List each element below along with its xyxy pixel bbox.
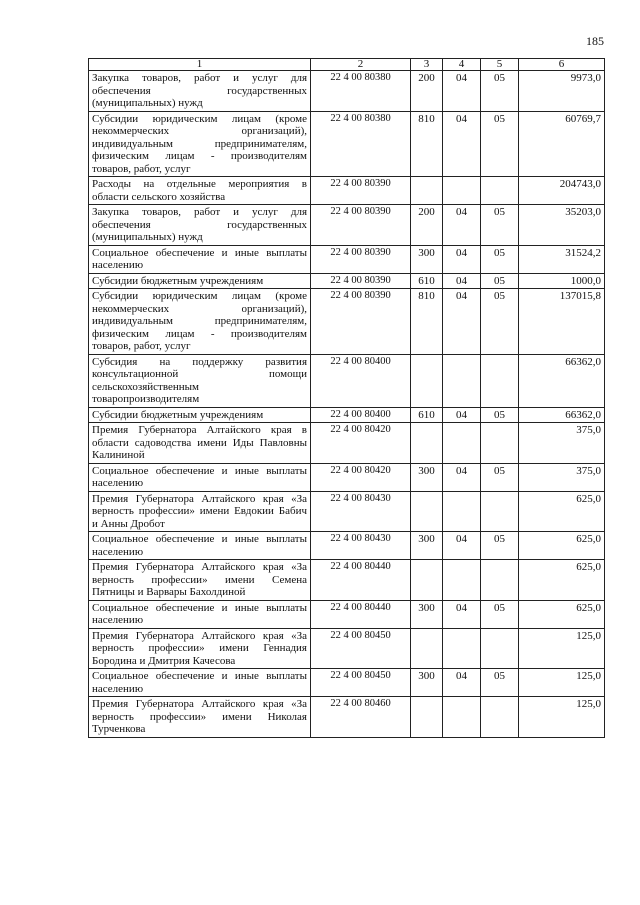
row-name: Премия Губернатора Алтайского края «За верность профессии» имени Николая Турченкова xyxy=(89,697,311,738)
expense-type: 300 xyxy=(411,463,443,491)
amount: 31524,2 xyxy=(519,245,605,273)
row-name: Социальное обеспечение и иные выплаты населению xyxy=(89,669,311,697)
expense-type: 300 xyxy=(411,245,443,273)
column-header: 4 xyxy=(443,59,481,71)
expense-type: 810 xyxy=(411,111,443,177)
subsection-code xyxy=(481,697,519,738)
row-name: Премия Губернатора Алтайского края в области садоводства имени Иды Павловны Калининой xyxy=(89,423,311,464)
subsection-code xyxy=(481,423,519,464)
expense-type: 300 xyxy=(411,532,443,560)
expense-type: 300 xyxy=(411,600,443,628)
budget-table xyxy=(88,58,605,738)
subsection-code: 05 xyxy=(481,532,519,560)
row-name: Социальное обеспечение и иные выплаты населению xyxy=(89,463,311,491)
table-row xyxy=(89,205,605,246)
target-code: 22 4 00 80380 xyxy=(311,71,411,112)
target-code: 22 4 00 80390 xyxy=(311,289,411,355)
expense-type: 200 xyxy=(411,71,443,112)
target-code: 22 4 00 80380 xyxy=(311,111,411,177)
amount: 125,0 xyxy=(519,697,605,738)
expense-type: 610 xyxy=(411,273,443,289)
target-code: 22 4 00 80400 xyxy=(311,354,411,407)
subsection-code xyxy=(481,560,519,601)
expense-type xyxy=(411,697,443,738)
section-code xyxy=(443,560,481,601)
target-code: 22 4 00 80420 xyxy=(311,463,411,491)
table-row xyxy=(89,289,605,355)
expense-type: 300 xyxy=(411,669,443,697)
section-code: 04 xyxy=(443,245,481,273)
table-row xyxy=(89,273,605,289)
subsection-code: 05 xyxy=(481,205,519,246)
expense-type xyxy=(411,354,443,407)
target-code: 22 4 00 80390 xyxy=(311,273,411,289)
table-row xyxy=(89,532,605,560)
table-row xyxy=(89,600,605,628)
subsection-code: 05 xyxy=(481,669,519,697)
section-code: 04 xyxy=(443,205,481,246)
row-name: Социальное обеспечение и иные выплаты населению xyxy=(89,600,311,628)
expense-type xyxy=(411,491,443,532)
page-number: 185 xyxy=(586,34,604,48)
target-code: 22 4 00 80450 xyxy=(311,669,411,697)
target-code: 22 4 00 80390 xyxy=(311,205,411,246)
amount: 125,0 xyxy=(519,628,605,669)
section-code xyxy=(443,697,481,738)
row-name: Субсидии бюджетным учреждениям xyxy=(89,407,311,423)
amount: 375,0 xyxy=(519,463,605,491)
table-row xyxy=(89,407,605,423)
subsection-code: 05 xyxy=(481,273,519,289)
expense-type: 610 xyxy=(411,407,443,423)
section-code: 04 xyxy=(443,273,481,289)
header-row xyxy=(89,59,605,71)
row-name: Субсидия на поддержку развития консультационной помощи сельскохозяйственным товаропроизводителям xyxy=(89,354,311,407)
section-code: 04 xyxy=(443,407,481,423)
table-row xyxy=(89,245,605,273)
subsection-code: 05 xyxy=(481,407,519,423)
amount: 35203,0 xyxy=(519,205,605,246)
target-code: 22 4 00 80460 xyxy=(311,697,411,738)
section-code: 04 xyxy=(443,71,481,112)
subsection-code xyxy=(481,177,519,205)
target-code: 22 4 00 80390 xyxy=(311,177,411,205)
column-header: 5 xyxy=(481,59,519,71)
amount: 125,0 xyxy=(519,669,605,697)
row-name: Премия Губернатора Алтайского края «За верность профессии» имени Семена Пятницы и Варвары Бахолдиной xyxy=(89,560,311,601)
row-name: Социальное обеспечение и иные выплаты населению xyxy=(89,245,311,273)
expense-type xyxy=(411,628,443,669)
amount: 137015,8 xyxy=(519,289,605,355)
row-name: Субсидии юридическим лицам (кроме некоммерческих организаций), индивидуальным предпринимателям, физическим лицам - производителям товаров, работ, услуг xyxy=(89,289,311,355)
section-code: 04 xyxy=(443,289,481,355)
amount: 625,0 xyxy=(519,532,605,560)
target-code: 22 4 00 80390 xyxy=(311,245,411,273)
table-row xyxy=(89,463,605,491)
amount: 66362,0 xyxy=(519,407,605,423)
section-code: 04 xyxy=(443,600,481,628)
table-row xyxy=(89,423,605,464)
subsection-code: 05 xyxy=(481,600,519,628)
column-header: 3 xyxy=(411,59,443,71)
row-name: Субсидии бюджетным учреждениям xyxy=(89,273,311,289)
column-header: 2 xyxy=(311,59,411,71)
table-row xyxy=(89,628,605,669)
table-row xyxy=(89,697,605,738)
amount: 9973,0 xyxy=(519,71,605,112)
table-row xyxy=(89,560,605,601)
row-name: Закупка товаров, работ и услуг для обеспечения государственных (муниципальных) нужд xyxy=(89,71,311,112)
section-code: 04 xyxy=(443,111,481,177)
amount: 66362,0 xyxy=(519,354,605,407)
target-code: 22 4 00 80430 xyxy=(311,491,411,532)
target-code: 22 4 00 80430 xyxy=(311,532,411,560)
table-row xyxy=(89,491,605,532)
section-code xyxy=(443,628,481,669)
target-code: 22 4 00 80440 xyxy=(311,560,411,601)
subsection-code: 05 xyxy=(481,245,519,273)
section-code: 04 xyxy=(443,669,481,697)
subsection-code xyxy=(481,491,519,532)
expense-type xyxy=(411,177,443,205)
table-row xyxy=(89,177,605,205)
expense-type xyxy=(411,560,443,601)
target-code: 22 4 00 80400 xyxy=(311,407,411,423)
subsection-code: 05 xyxy=(481,111,519,177)
section-code: 04 xyxy=(443,463,481,491)
table-row xyxy=(89,354,605,407)
target-code: 22 4 00 80420 xyxy=(311,423,411,464)
expense-type xyxy=(411,423,443,464)
amount: 625,0 xyxy=(519,491,605,532)
amount: 375,0 xyxy=(519,423,605,464)
row-name: Субсидии юридическим лицам (кроме некоммерческих организаций), индивидуальным предпринимателям, физическим лицам - производителям товаров, работ, услуг xyxy=(89,111,311,177)
section-code xyxy=(443,177,481,205)
amount: 60769,7 xyxy=(519,111,605,177)
amount: 625,0 xyxy=(519,560,605,601)
section-code: 04 xyxy=(443,532,481,560)
column-header: 6 xyxy=(519,59,605,71)
row-name: Социальное обеспечение и иные выплаты населению xyxy=(89,532,311,560)
table-row xyxy=(89,71,605,112)
amount: 204743,0 xyxy=(519,177,605,205)
row-name: Премия Губернатора Алтайского края «За верность профессии» имени Евдокии Бабич и Анны Дробот xyxy=(89,491,311,532)
subsection-code xyxy=(481,354,519,407)
expense-type: 200 xyxy=(411,205,443,246)
section-code xyxy=(443,354,481,407)
section-code xyxy=(443,491,481,532)
subsection-code xyxy=(481,628,519,669)
row-name: Премия Губернатора Алтайского края «За верность профессии» имени Геннадия Бородина и Дмитрия Качесова xyxy=(89,628,311,669)
subsection-code: 05 xyxy=(481,463,519,491)
amount: 1000,0 xyxy=(519,273,605,289)
row-name: Закупка товаров, работ и услуг для обеспечения государственных (муниципальных) нужд xyxy=(89,205,311,246)
table-row xyxy=(89,111,605,177)
target-code: 22 4 00 80440 xyxy=(311,600,411,628)
subsection-code: 05 xyxy=(481,71,519,112)
row-name: Расходы на отдельные мероприятия в области сельского хозяйства xyxy=(89,177,311,205)
subsection-code: 05 xyxy=(481,289,519,355)
section-code xyxy=(443,423,481,464)
amount: 625,0 xyxy=(519,600,605,628)
column-header: 1 xyxy=(89,59,311,71)
target-code: 22 4 00 80450 xyxy=(311,628,411,669)
expense-type: 810 xyxy=(411,289,443,355)
table-row xyxy=(89,669,605,697)
